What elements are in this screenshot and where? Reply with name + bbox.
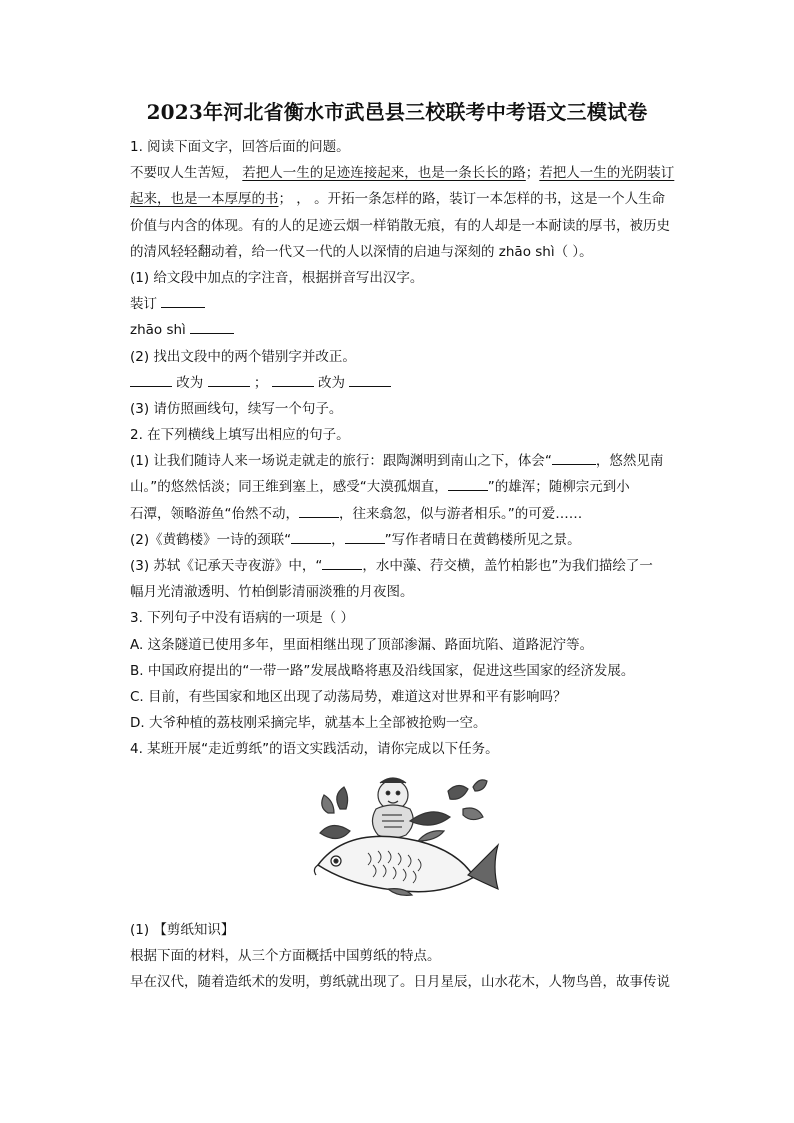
q3-stem: 3. 下列句子中没有语病的一项是（ ） [130, 610, 354, 627]
q1-passage-line-2: 起来，也是一本厚厚的书； ， 。开拓一条怎样的路，装订一本怎样的书，这是一个人生命 [130, 191, 666, 208]
q4-stem: 4. 某班开展“走近剪纸”的语文实践活动，请你完成以下任务。 [130, 741, 499, 758]
q2-s1-line-3: 石潭，领略游鱼“佁然不动， ，往来翕忽，似与游者相乐。”的可爱…… [130, 501, 694, 527]
exam-content [130, 134, 694, 995]
q3-option-b: B. 中国政府提出的“一带一路”发展战略将惠及沿线国家，促进这些国家的经济发展。 [130, 662, 635, 679]
q1-passage-line-4: 的清风轻轻翻动着，给一代又一代的人以深情的启迪与深刻的 zhāo shì（ ）。 [130, 243, 593, 260]
q4-sub1-text: 早在汉代，随着造纸术的发明，剪纸就出现了。日月星辰，山水花木，人物鸟兽，故事传说 [130, 973, 670, 990]
underlined-sentence-2b: 起来，也是一本厚厚的书 [130, 191, 279, 208]
answer-blank[interactable] [552, 450, 596, 465]
q2-s2: (2)《黄鹤楼》一诗的颈联“ ， ”写作者晴日在黄鹤楼所见之景。 [130, 527, 694, 553]
answer-blank[interactable] [272, 372, 314, 387]
answer-blank[interactable] [345, 529, 385, 544]
exam-title: 2023年河北省衡水市武邑县三校联考中考语文三模试卷 [146, 100, 648, 124]
answer-blank[interactable] [208, 372, 250, 387]
q1-passage-line-3: 价值与内含的体现。有的人的足迹云烟一样销散无痕，有的人却是一本耐读的厚书，被历史 [130, 217, 670, 234]
q1-sub1: (1) 给文段中加点的字注音，根据拼音写出汉字。 [130, 269, 424, 286]
q4-sub1: (1) 【剪纸知识】 [130, 921, 235, 938]
paper-cut-child-with-fish-illustration [298, 769, 508, 899]
q1-sub2: (2) 找出文段中的两个错别字并改正。 [130, 348, 356, 365]
q1-stem: 1. 阅读下面文字，回答后面的问题。 [130, 139, 350, 155]
q2-stem: 2. 在下列横线上填写出相应的句子。 [130, 427, 350, 444]
q2-s3-line-2: 幅月光清澈透明、竹柏倒影清丽淡雅的月夜图。 [130, 584, 414, 601]
q1-sub1-b: zhāo shì [130, 317, 694, 343]
q1-sub3: (3) 请仿照画线句，续写一个句子。 [130, 400, 343, 417]
answer-blank[interactable] [322, 555, 362, 570]
answer-blank[interactable] [130, 372, 172, 387]
answer-blank[interactable] [161, 293, 205, 308]
q3-option-d: D. 大爷种植的荔枝刚采摘完毕，就基本上全部被抢购一空。 [130, 715, 487, 732]
answer-blank[interactable] [299, 503, 339, 518]
q1-sub1-a: 装订 [130, 291, 694, 317]
q2-s1-line-1: (1) 让我们随诗人来一场说走就走的旅行：跟陶渊明到南山之下，体会“ ，悠然见南 [130, 448, 694, 474]
answer-blank[interactable] [291, 529, 331, 544]
q2-s1-line-2: 山。”的悠然恬淡；同王维到塞上，感受“大漠孤烟直， ”的雄浑；随柳宗元到小 [130, 474, 694, 500]
q2-s3-line-1: (3) 苏轼《记承天寺夜游》中，“ ，水中藻、荇交横，盖竹柏影也”为我们描绘了一 [130, 553, 694, 579]
answer-blank[interactable] [190, 319, 234, 334]
answer-blank[interactable] [349, 372, 391, 387]
underlined-sentence-1: 若把人一生的足迹连接起来，也是一条长长的路 [242, 165, 526, 182]
answer-blank[interactable] [448, 476, 488, 491]
q3-option-c: C. 目前，有些国家和地区出现了动荡局势，难道这对世界和平有影响吗？ [130, 688, 567, 705]
q1-sub2-answer: 改为 ； 改为 [130, 370, 694, 396]
paper-cut-image [298, 769, 508, 899]
underlined-sentence-2a: 若把人一生的光阴装订 [539, 165, 675, 182]
q1-passage-line-1: 不要叹人生苦短， 若把人一生的足迹连接起来，也是一条长长的路；若把人一生的光阴装订 [130, 165, 675, 182]
q3-option-a: A. 这条隧道已使用多年，里面相继出现了顶部渗漏、路面坑陷、道路泥泞等。 [130, 636, 594, 653]
q4-sub1-desc: 根据下面的材料，从三个方面概括中国剪纸的特点。 [130, 947, 441, 964]
